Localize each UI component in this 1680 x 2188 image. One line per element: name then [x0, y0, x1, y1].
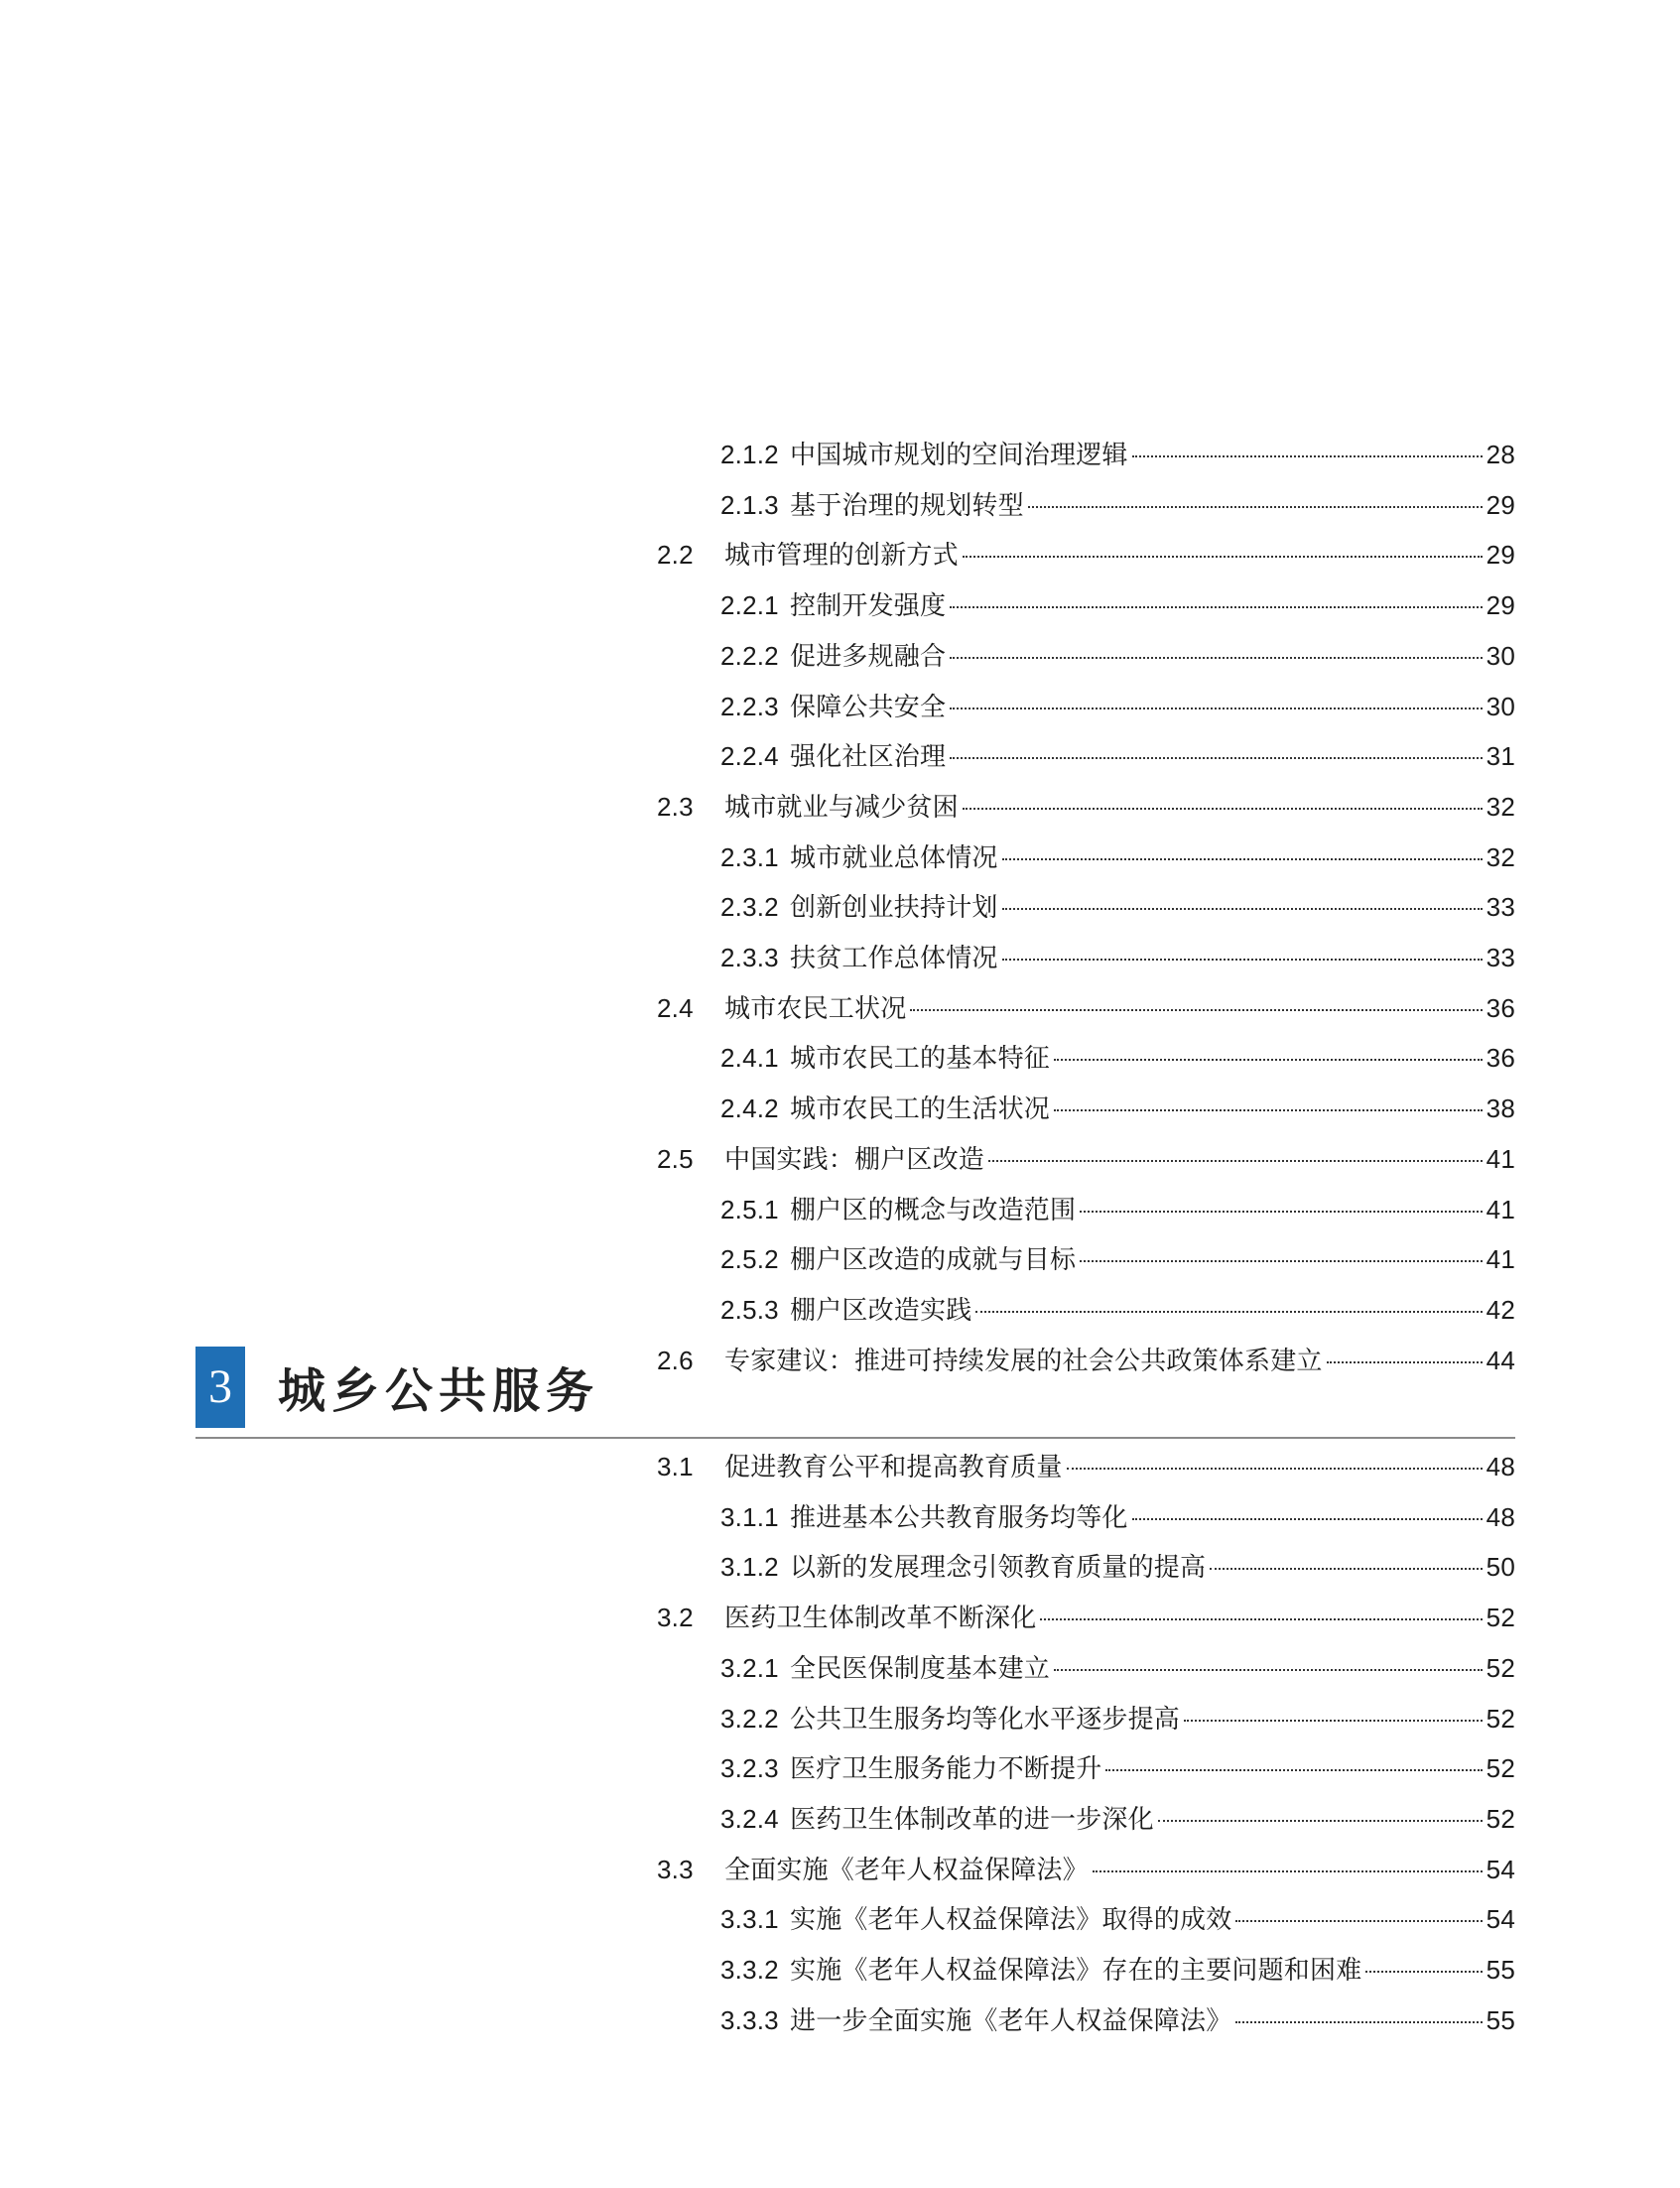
chapter-title: 城乡公共服务	[278, 1363, 600, 1419]
toc-entry-number: 2.3	[657, 791, 694, 822]
toc-entry-page: 29	[1486, 540, 1515, 571]
toc-entry-title: 棚户区改造的成就与目标	[790, 1244, 1077, 1275]
toc-entry[interactable]	[720, 1799, 1515, 1839]
toc-entry-page: 52	[1486, 1753, 1515, 1784]
toc-entry-number: 3.2.3	[720, 1753, 779, 1784]
toc-entry-title: 城市农民工的基本特征	[790, 1043, 1051, 1074]
toc-entry[interactable]	[657, 1139, 1515, 1179]
toc-entry-page: 29	[1486, 590, 1515, 621]
toc-entry-title: 城市管理的创新方式	[724, 540, 959, 571]
toc-entry-title: 控制开发强度	[790, 590, 947, 621]
toc-entry-title: 专家建议：推进可持续发展的社会公共政策体系建立	[724, 1345, 1323, 1375]
toc-entry-number: 3.2.2	[720, 1703, 779, 1734]
toc-entry[interactable]	[720, 2000, 1515, 2040]
toc-entry-title: 全民医保制度基本建立	[790, 1652, 1051, 1683]
toc-entry-number: 2.2.3	[720, 691, 779, 721]
toc-entry[interactable]	[657, 787, 1515, 827]
toc-entry-page: 38	[1486, 1094, 1515, 1124]
toc-leader-dots	[988, 1160, 1483, 1162]
toc-entry-page: 36	[1486, 1043, 1515, 1074]
toc-entry-title: 创新创业扶持计划	[790, 892, 998, 923]
toc-entry-title: 城市农民工状况	[724, 992, 907, 1023]
toc-entry-number: 3.3.1	[720, 1904, 779, 1935]
toc-entry-page: 29	[1486, 489, 1515, 520]
toc-entry-title: 医药卫生体制改革不断深化	[724, 1603, 1037, 1633]
toc-leader-dots	[1054, 1109, 1483, 1111]
toc-entry-page: 52	[1486, 1603, 1515, 1633]
toc-leader-dots	[1067, 1468, 1483, 1470]
toc-entry-number: 2.5	[657, 1143, 694, 1174]
chapter-number: 3	[208, 1360, 232, 1413]
toc-entry-number: 2.5.2	[720, 1244, 779, 1275]
toc-leader-dots	[975, 1311, 1482, 1313]
toc-entry[interactable]	[720, 887, 1515, 927]
toc-entry-number: 2.2.4	[720, 741, 779, 772]
toc-leader-dots	[1093, 1870, 1483, 1872]
toc-leader-dots	[1028, 506, 1483, 508]
toc-leader-dots	[1132, 455, 1483, 457]
toc-leader-dots	[950, 657, 1482, 659]
toc-entry[interactable]	[657, 1850, 1515, 1889]
toc-entry-title: 城市就业与减少贫困	[724, 791, 959, 822]
toc-entry[interactable]	[720, 736, 1515, 776]
toc-leader-dots	[1054, 1059, 1483, 1061]
toc-entry-page: 54	[1486, 1854, 1515, 1884]
toc-entry-title: 棚户区的概念与改造范围	[790, 1194, 1077, 1224]
toc-leader-dots	[1040, 1618, 1482, 1620]
toc-entry-number: 2.2	[657, 540, 694, 571]
toc-entry-number: 2.2.1	[720, 590, 779, 621]
toc-entry[interactable]	[720, 1899, 1515, 1939]
toc-entry-number: 2.4.1	[720, 1043, 779, 1074]
toc-entry-number: 3.1.1	[720, 1501, 779, 1532]
toc-entry-page: 52	[1486, 1803, 1515, 1834]
toc-entry-number: 2.4	[657, 992, 694, 1023]
toc-entry-number: 3.3.2	[720, 1955, 779, 1985]
toc-entry-page: 44	[1486, 1345, 1515, 1375]
toc-entry[interactable]	[720, 1547, 1515, 1587]
toc-entry-title: 进一步全面实施《老年人权益保障法》	[790, 2004, 1232, 2035]
toc-entry[interactable]	[657, 1447, 1515, 1486]
toc-entry-title: 医疗卫生服务能力不断提升	[790, 1753, 1102, 1784]
toc-entry-number: 2.6	[657, 1345, 694, 1375]
toc-leader-dots	[1002, 908, 1483, 910]
toc-entry-number: 3.2	[657, 1603, 694, 1633]
toc-entry[interactable]	[657, 988, 1515, 1028]
toc-entry-title: 促进教育公平和提高教育质量	[724, 1452, 1063, 1481]
toc-leader-dots	[1054, 1669, 1483, 1671]
toc-entry-page: 30	[1486, 691, 1515, 721]
toc-entry-title: 公共卫生服务均等化水平逐步提高	[790, 1703, 1181, 1734]
toc-entry[interactable]	[720, 1950, 1515, 1990]
toc-entry-page: 36	[1486, 992, 1515, 1023]
toc-entry-page: 31	[1486, 741, 1515, 772]
toc-entry-number: 2.5.3	[720, 1294, 779, 1325]
toc-leader-dots	[1080, 1211, 1482, 1213]
toc-entry-page: 52	[1486, 1652, 1515, 1683]
toc-leader-dots	[950, 606, 1482, 608]
toc-entry-number: 2.3.1	[720, 841, 779, 872]
toc-entry[interactable]	[720, 585, 1515, 625]
toc-entry-title: 促进多规融合	[790, 640, 947, 671]
toc-entry-page: 33	[1486, 943, 1515, 972]
toc-entry-page: 50	[1486, 1552, 1515, 1583]
toc-entry[interactable]	[720, 1239, 1515, 1279]
toc-entry-number: 2.2.2	[720, 640, 779, 671]
toc-entry-number: 2.3.2	[720, 892, 779, 923]
toc-entry-number: 2.3.3	[720, 943, 779, 972]
toc-entry-page: 42	[1486, 1294, 1515, 1325]
chapter-number-badge	[195, 1347, 245, 1428]
toc-entry-title: 实施《老年人权益保障法》取得的成效	[790, 1904, 1232, 1935]
toc-leader-dots	[1002, 959, 1483, 961]
toc-entry[interactable]	[720, 687, 1515, 726]
toc-entry-page: 54	[1486, 1904, 1515, 1935]
toc-leader-dots	[1210, 1568, 1482, 1570]
toc-entry-number: 3.2.1	[720, 1652, 779, 1683]
toc-entry[interactable]	[720, 435, 1515, 474]
toc-entry-number: 3.1	[657, 1452, 694, 1481]
toc-entry-number: 2.1.3	[720, 489, 779, 520]
toc-entry-page: 55	[1486, 1955, 1515, 1985]
toc-entry[interactable]	[657, 1341, 1515, 1380]
chapter-divider	[195, 1437, 1515, 1439]
toc-entry-title: 强化社区治理	[790, 741, 947, 772]
toc-entry-title: 推进基本公共教育服务均等化	[790, 1501, 1128, 1532]
toc-entry-number: 3.3	[657, 1854, 694, 1884]
toc-leader-dots	[1184, 1720, 1483, 1722]
toc-entry-title: 以新的发展理念引领教育质量的提高	[790, 1552, 1207, 1583]
toc-leader-dots	[910, 1009, 1482, 1011]
toc-leader-dots	[1235, 1920, 1482, 1922]
toc-entry-number: 2.4.2	[720, 1094, 779, 1124]
toc-entry-number: 3.2.4	[720, 1803, 779, 1834]
toc-entry-page: 33	[1486, 892, 1515, 923]
toc-entry[interactable]	[720, 837, 1515, 877]
toc-entry[interactable]	[657, 1598, 1515, 1637]
toc-entry-title: 中国城市规划的空间治理逻辑	[790, 440, 1128, 469]
toc-entry[interactable]	[657, 535, 1515, 575]
toc-leader-dots	[950, 708, 1482, 709]
toc-entry-title: 全面实施《老年人权益保障法》	[724, 1854, 1089, 1884]
toc-leader-dots	[1002, 858, 1483, 860]
toc-leader-dots	[1105, 1769, 1482, 1771]
toc-entry-title: 医药卫生体制改革的进一步深化	[790, 1803, 1154, 1834]
toc-leader-dots	[1132, 1518, 1483, 1520]
toc-entry[interactable]	[720, 1648, 1515, 1688]
toc-entry-number: 3.1.2	[720, 1552, 779, 1583]
toc-entry-number: 2.5.1	[720, 1194, 779, 1224]
toc-entry-title: 扶贫工作总体情况	[790, 943, 998, 972]
toc-entry-number: 2.1.2	[720, 440, 779, 469]
toc-entry[interactable]	[720, 1038, 1515, 1078]
toc-entry[interactable]	[720, 636, 1515, 676]
toc-entry-page: 55	[1486, 2004, 1515, 2035]
toc-entry-page: 32	[1486, 841, 1515, 872]
toc-entry-title: 基于治理的规划转型	[790, 489, 1024, 520]
toc-leader-dots	[1158, 1820, 1483, 1822]
toc-entry-title: 城市农民工的生活状况	[790, 1094, 1051, 1124]
toc-entry-page: 32	[1486, 791, 1515, 822]
toc-entry-page: 41	[1486, 1143, 1515, 1174]
toc-entry[interactable]	[720, 485, 1515, 525]
toc-entry-page: 30	[1486, 640, 1515, 671]
toc-leader-dots	[963, 556, 1483, 558]
toc-entry-page: 41	[1486, 1244, 1515, 1275]
toc-leader-dots	[1327, 1361, 1483, 1363]
toc-leader-dots	[1365, 1971, 1482, 1973]
toc-entry-title: 棚户区改造实践	[790, 1294, 972, 1325]
toc-entry-page: 52	[1486, 1703, 1515, 1734]
toc-entry-title: 城市就业总体情况	[790, 841, 998, 872]
toc-entry[interactable]	[720, 1190, 1515, 1229]
toc-entry-title: 实施《老年人权益保障法》存在的主要问题和困难	[790, 1955, 1362, 1985]
toc-entry-page: 48	[1486, 1501, 1515, 1532]
toc-entry[interactable]	[720, 1699, 1515, 1738]
toc-entry[interactable]	[720, 1089, 1515, 1128]
toc-leader-dots	[950, 757, 1482, 759]
toc-leader-dots	[1235, 2021, 1482, 2023]
toc-entry-page: 41	[1486, 1194, 1515, 1224]
toc-entry-title: 保障公共安全	[790, 691, 947, 721]
toc-leader-dots	[963, 808, 1483, 810]
toc-entry[interactable]	[720, 1290, 1515, 1330]
toc-entry-page: 48	[1486, 1452, 1515, 1481]
toc-entry[interactable]	[720, 1748, 1515, 1788]
toc-entry-title: 中国实践：棚户区改造	[724, 1143, 985, 1174]
toc-entry-page: 28	[1486, 440, 1515, 469]
toc-leader-dots	[1080, 1260, 1482, 1262]
toc-entry-number: 3.3.3	[720, 2004, 779, 2035]
toc-entry[interactable]	[720, 1497, 1515, 1537]
toc-entry[interactable]	[720, 938, 1515, 977]
